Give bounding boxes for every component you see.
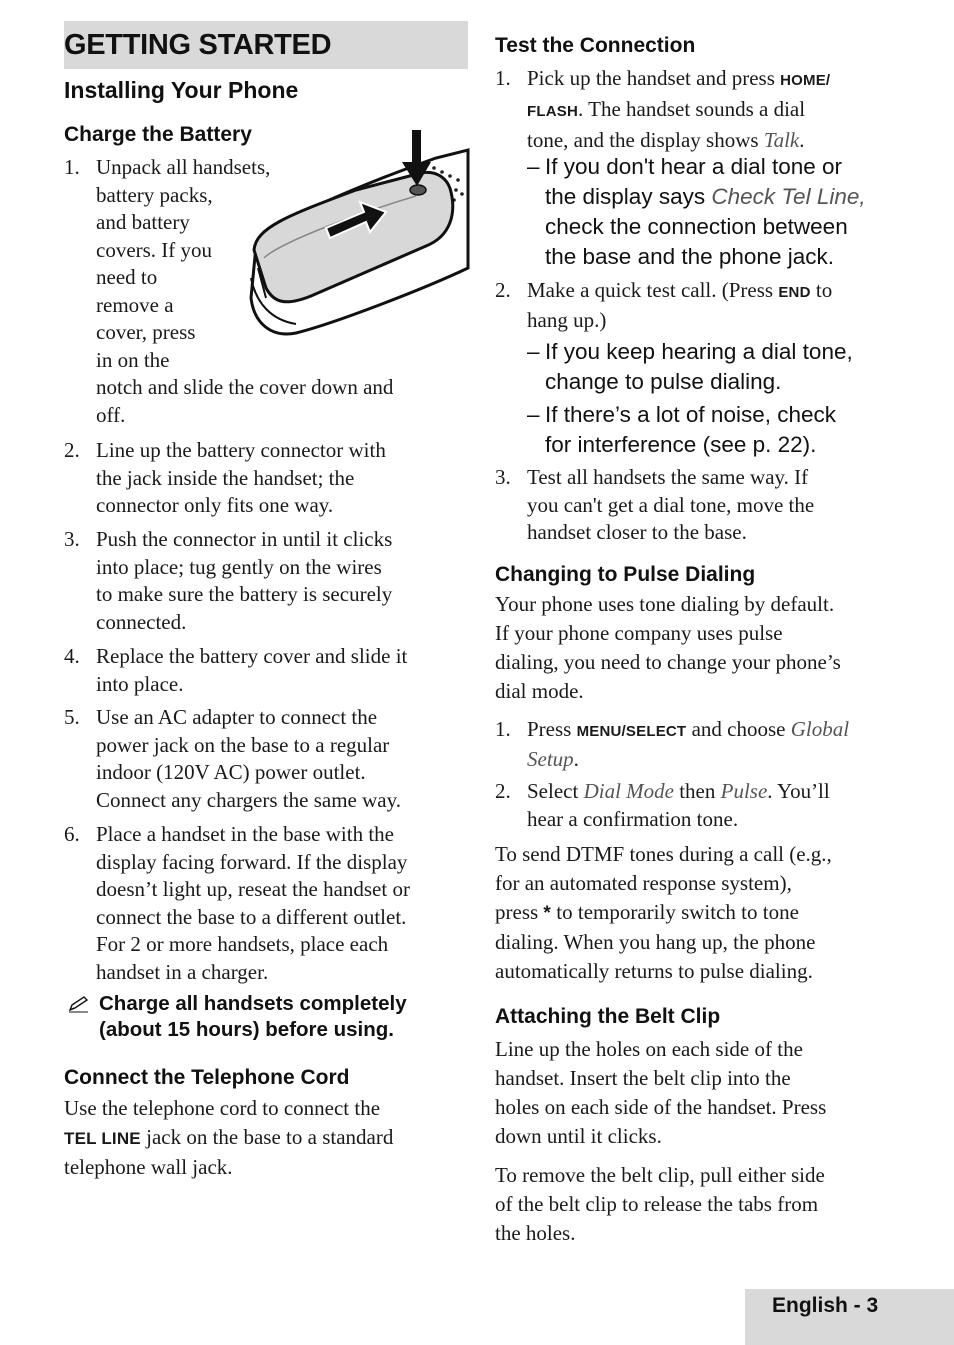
text-line: remove a: [96, 292, 174, 317]
menu-select-key: MENU/SELECT: [576, 723, 687, 740]
text-span: Pick up the handset and press: [527, 66, 781, 90]
text-line: the jack inside the handset; the: [96, 465, 355, 490]
text-line: telephone wall jack.: [64, 1155, 233, 1179]
text-line: If you keep hearing a dial tone,: [545, 339, 853, 364]
text-line: [545, 182, 905, 212]
text-line: To send DTMF tones during a call (e.g.,: [495, 842, 832, 866]
step-number: 3.: [64, 527, 80, 551]
text-line: connector only fits one way.: [96, 493, 334, 517]
text-line: connected.: [96, 609, 187, 634]
text-line: indoor (120V AC) power outlet.: [96, 760, 366, 784]
text-line: [527, 778, 905, 806]
test-connection-heading: Test the Connection: [495, 34, 696, 57]
text-span: jack on the base to a standard: [140, 1124, 394, 1149]
text-line: To remove the belt clip, pull either side: [495, 1163, 825, 1187]
text-span: Select: [527, 779, 584, 803]
text-line: dialing, you need to change your phone’s: [495, 650, 841, 674]
text-line: and battery: [96, 210, 190, 234]
text-line: [527, 95, 905, 126]
dash-bullet: –: [527, 339, 540, 364]
text-line: holes on each side of the handset. Press: [495, 1095, 827, 1119]
text-line: [527, 746, 905, 774]
text-line: in on the: [96, 347, 170, 372]
text-line: Use an AC adapter to connect the: [96, 705, 378, 729]
text-line: Use the telephone cord to connect the: [64, 1096, 381, 1120]
text-line: covers. If you: [96, 237, 213, 262]
text-line: cover, press: [96, 320, 196, 344]
text-line: need to: [96, 265, 158, 289]
home-flash-key: HOME/: [780, 72, 831, 89]
pulse-intro-paragraph: [495, 590, 905, 706]
text-line: [495, 898, 905, 928]
step-number: 1.: [64, 155, 80, 179]
connect-cord-heading: Connect the Telephone Cord: [64, 1066, 350, 1089]
home-flash-key: FLASH: [527, 103, 578, 120]
text-line: power jack on the base to a regular: [96, 732, 390, 757]
text-span: and choose: [686, 717, 791, 741]
text-line: handset closer to the base.: [527, 520, 747, 544]
dtmf-paragraph: [495, 840, 905, 986]
text-line: handset. Insert the belt clip into the: [495, 1066, 791, 1090]
text-line: the holes.: [495, 1221, 576, 1245]
text-span: Make a quick test call. (Press: [527, 278, 779, 302]
text-line: hang up.): [527, 307, 607, 332]
text-line: [527, 126, 905, 154]
text-line: battery packs,: [96, 182, 213, 207]
text-line: Place a handset in the base with the: [96, 822, 394, 846]
lcd-text: Dial Mode: [583, 779, 674, 803]
step-number: 4.: [64, 644, 80, 668]
lcd-text: Setup: [527, 746, 574, 771]
text-line: you can't get a dial tone, move the: [527, 492, 815, 517]
lcd-text: Check Tel Line,: [711, 184, 866, 209]
lcd-text: Talk: [763, 128, 800, 152]
text-line: down until it clicks.: [495, 1124, 662, 1148]
text-span: tone, and the display shows: [527, 128, 764, 152]
text-line: for an automated response system),: [495, 871, 792, 895]
note-line: Charge all handsets completely: [99, 992, 407, 1015]
text-span: the display says: [545, 184, 712, 209]
text-span: .: [799, 128, 805, 152]
text-line: Your phone uses tone dialing by default.: [495, 592, 835, 616]
charge-step-1: [64, 154, 468, 434]
text-line: If your phone company uses pulse: [495, 621, 783, 645]
connect-cord-paragraph: [64, 1094, 468, 1182]
charge-battery-heading: Charge the Battery: [64, 123, 252, 146]
lcd-text: Global: [790, 717, 850, 741]
text-line: Push the connector in until it clicks: [96, 527, 393, 551]
text-line: [527, 64, 905, 95]
text-line: dial mode.: [495, 679, 584, 703]
page-number: English - 3: [772, 1294, 879, 1317]
text-line: automatically returns to pulse dialing.: [495, 959, 813, 983]
text-line: to make sure the battery is securely: [96, 582, 393, 606]
text-line: Line up the battery connector with: [96, 438, 386, 462]
step-number: 2.: [495, 278, 511, 302]
text-span: Press: [527, 717, 577, 741]
text-line: change to pulse dialing.: [545, 369, 782, 394]
step-number: 5.: [64, 705, 80, 729]
text-span: .: [573, 746, 579, 771]
text-line: into place.: [96, 671, 184, 696]
step-number: 6.: [64, 822, 80, 846]
text-line: dialing. When you hang up, the phone: [495, 930, 816, 954]
text-line: Unpack all handsets,: [96, 155, 271, 179]
dash-bullet: –: [527, 402, 540, 427]
page-footer: [745, 1289, 954, 1345]
section-title: GETTING STARTED: [64, 29, 332, 61]
text-line: Replace the battery cover and slide it: [96, 644, 408, 668]
star-key: *: [543, 903, 552, 924]
section-banner: [64, 21, 468, 69]
text-line: into place; tug gently on the wires: [96, 554, 382, 579]
text-line: hear a confirmation tone.: [527, 806, 739, 831]
text-line: Connect any chargers the same way.: [96, 787, 401, 812]
text-line: [527, 716, 905, 746]
text-line: handset in a charger.: [96, 959, 269, 984]
text-line: doesn’t light up, reseat the handset or: [96, 877, 410, 901]
text-line: [527, 277, 905, 307]
text-span: press: [495, 900, 544, 924]
pencil-icon: [68, 995, 90, 1013]
text-line: Test all handsets the same way. If: [527, 465, 809, 489]
pulse-dialing-heading: Changing to Pulse Dialing: [495, 563, 756, 586]
installing-heading: Installing Your Phone: [64, 77, 299, 103]
text-span: . You’ll: [767, 779, 830, 803]
text-line: notch and slide the cover down and: [96, 375, 394, 399]
step-number: 1.: [495, 717, 511, 741]
step-number: 2.: [495, 779, 511, 803]
lcd-text: Pulse: [720, 779, 768, 803]
text-line: the base and the phone jack.: [545, 244, 834, 269]
text-line: If you don't hear a dial tone or: [545, 154, 842, 179]
step-number: 3.: [495, 465, 511, 489]
end-key: END: [778, 284, 811, 301]
step-number: 1.: [495, 66, 511, 90]
text-line: For 2 or more handsets, place each: [96, 932, 389, 956]
belt-clip-attach-paragraph: [495, 1035, 905, 1151]
text-line: for interference (see p. 22).: [545, 432, 817, 457]
text-span: to temporarily switch to tone: [551, 900, 799, 924]
text-line: connect the base to a different outlet.: [96, 904, 407, 929]
step-number: 2.: [64, 438, 80, 462]
note-line: (about 15 hours) before using.: [99, 1018, 394, 1041]
text-line: off.: [96, 402, 126, 427]
tel-line-key: TEL LINE: [64, 1128, 141, 1148]
text-span: . The handset sounds a dial: [578, 97, 806, 121]
dash-bullet: –: [527, 154, 540, 179]
text-line: display facing forward. If the display: [96, 849, 408, 874]
belt-clip-remove-paragraph: [495, 1161, 905, 1248]
text-line: of the belt clip to release the tabs from: [495, 1192, 819, 1216]
belt-clip-heading: Attaching the Belt Clip: [495, 1005, 721, 1028]
text-span: then: [673, 779, 721, 803]
text-line: [64, 1123, 468, 1154]
text-span: to: [810, 278, 833, 302]
text-line: Line up the holes on each side of the: [495, 1037, 803, 1061]
text-line: check the connection between: [545, 214, 848, 239]
text-line: If there’s a lot of noise, check: [545, 402, 836, 427]
